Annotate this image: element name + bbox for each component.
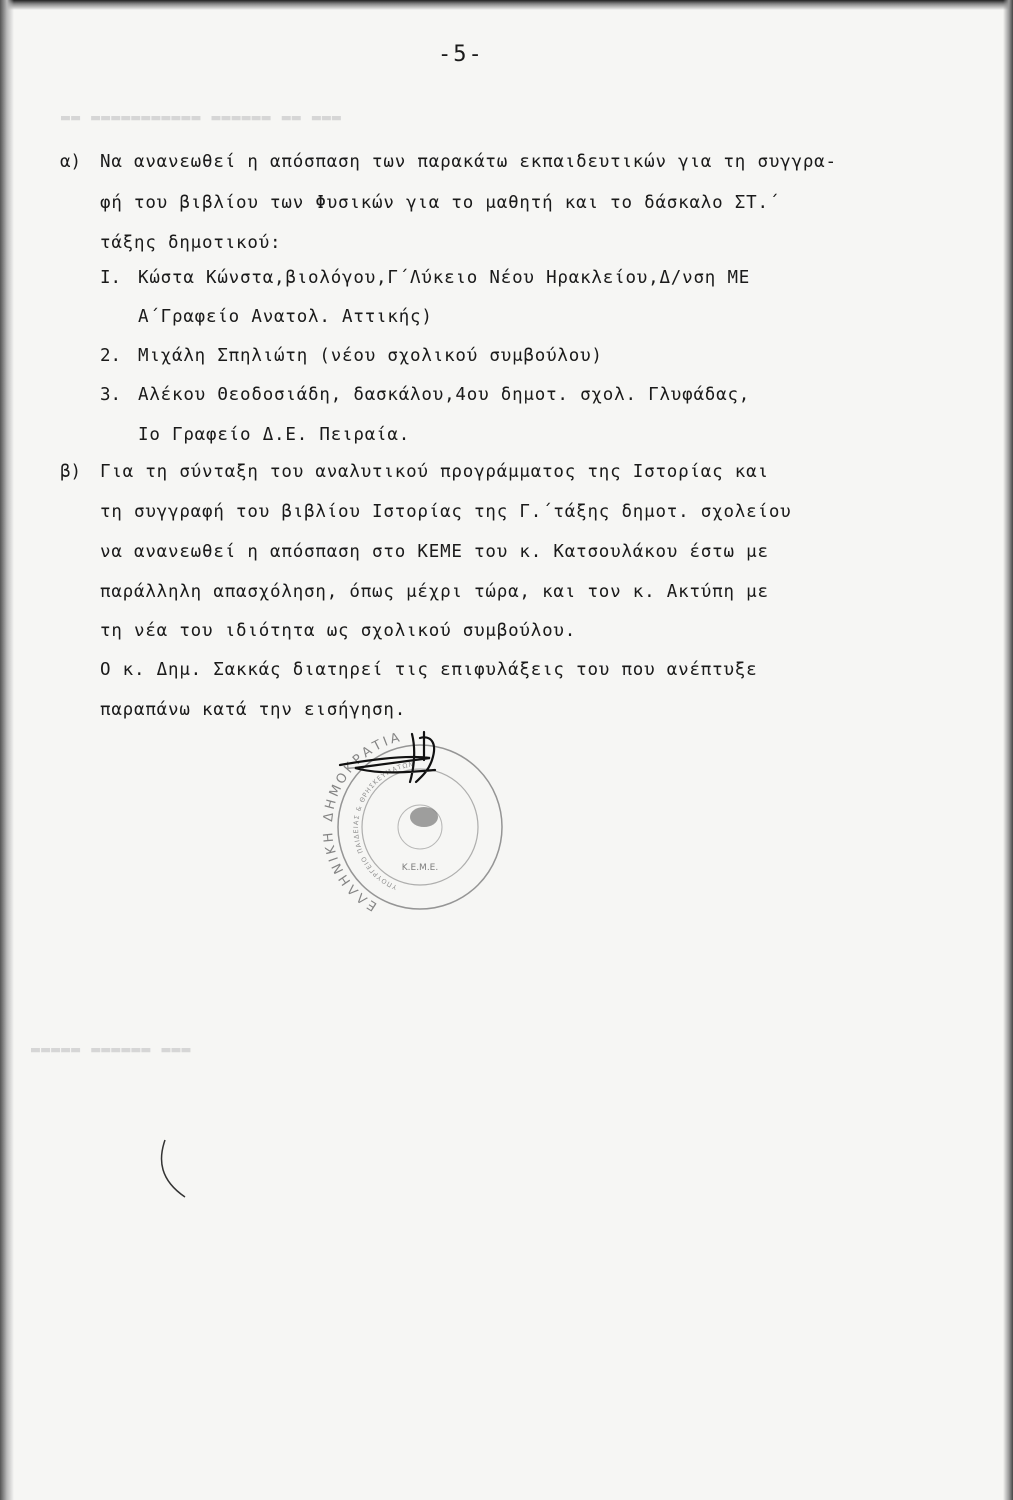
- seal-outer-text: ΕΛΛΗΝΙΚΗ ΔΗΜΟΚΡΑΤΙΑ: [320, 729, 405, 914]
- page-number: -5-: [438, 42, 484, 67]
- list-item-text: Μιχάλη Σπηλιώτη (νέου σχολικού συμβούλου): [138, 346, 603, 366]
- list-item-number: 2.: [100, 346, 122, 366]
- bleed-through: ▬▬▬ ▬▬▬▬▬▬ ▬▬▬▬▬: [30, 1040, 191, 1058]
- scan-left-edge: [0, 0, 14, 1500]
- section-a-line: φή του βιβλίου των Φυσικών για το μαθητή και το δάσκαλο ΣΤ.΄: [100, 193, 781, 213]
- section-a-line: Να ανανεωθεί η απόσπαση των παρακάτω εκπαιδευτικών για τη συγγρα-: [100, 152, 837, 172]
- section-b-line: τη συγγραφή του βιβλίου Ιστορίας της Γ.΄τάξης δημοτ. σχολείου: [100, 502, 792, 522]
- list-item-text: Αλέκου Θεοδοσιάδη, δασκάλου,4ου δημοτ. σχολ. Γλυφάδας,: [138, 385, 751, 405]
- scan-right-edge: [1003, 0, 1013, 1500]
- section-b-line: Για τη σύνταξη του αναλυτικού προγράμματος της Ιστορίας και: [100, 462, 769, 482]
- seal-inner-text: ΥΠΟΥΡΓΕΙΟ ΠΑΙΔΕΙΑΣ & ΘΡΗΣΚΕΥΜΑΤΩΝ: [352, 760, 415, 892]
- scan-top-edge: [0, 0, 1013, 10]
- section-a-line: τάξης δημοτικού:: [100, 233, 282, 253]
- section-b-line: παραπάνω κατά την εισήγηση.: [100, 700, 407, 720]
- list-item-number: Ι.: [100, 268, 122, 288]
- official-seal: [320, 720, 520, 930]
- section-a-marker: α): [60, 152, 82, 172]
- section-b-line: τη νέα του ιδιότητα ως σχολικού συμβούλου.: [100, 621, 577, 641]
- list-item-number: 3.: [100, 385, 122, 405]
- seal-bottom-text: Κ.Ε.Μ.Ε.: [401, 863, 439, 873]
- section-b-line: παράλληλη απασχόληση, όπως μέχρι τώρα, και τον κ. Ακτύπη με: [100, 582, 769, 602]
- section-b-line: να ανανεωθεί η απόσπαση στο ΚΕΜΕ του κ. Κατσουλάκου έστω με: [100, 542, 769, 562]
- bleed-through: ▬▬▬ ▬▬ ▬▬▬▬▬▬ ▬▬▬▬▬▬▬▬▬▬▬ ▬▬: [60, 108, 341, 126]
- list-item-text: Κώστα Κώνστα,βιολόγου,Γ΄Λύκειο Νέου Ηρακλείου,Δ/νση ΜΕ: [138, 268, 751, 288]
- list-item-text: Α΄Γραφείο Ανατολ. Αττικής): [138, 307, 433, 327]
- section-b-marker: β): [60, 462, 82, 482]
- section-b-line: Ο κ. Δημ. Σακκάς διατηρεί τις επιφυλάξεις του που ανέπτυξε: [100, 660, 758, 680]
- pencil-mark: [150, 1135, 200, 1205]
- list-item-text: Ιο Γραφείο Δ.Ε. Πειραία.: [138, 425, 411, 445]
